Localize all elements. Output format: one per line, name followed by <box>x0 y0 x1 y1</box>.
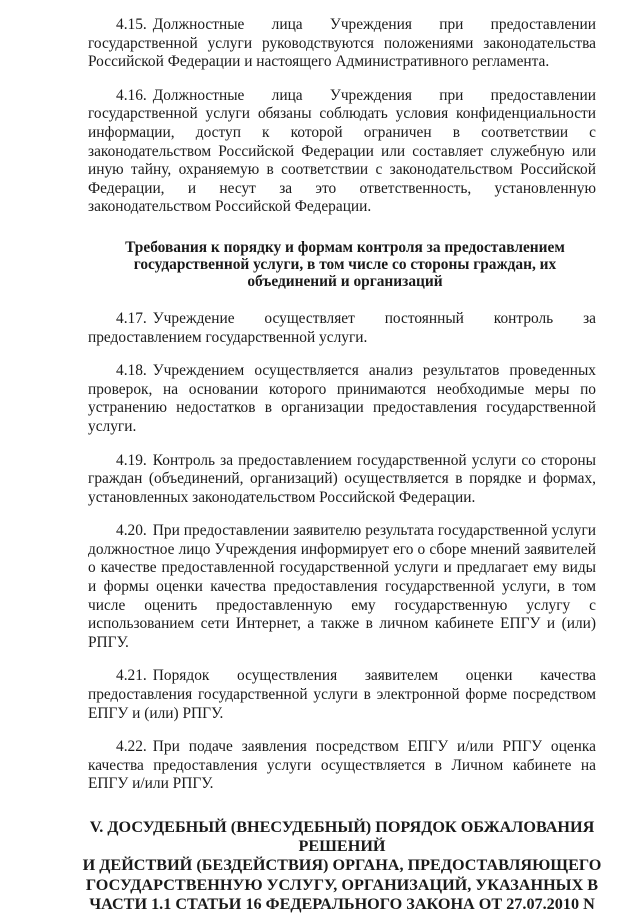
paragraph-text: При подаче заявления посредством ЕПГУ и/или РПГУ оценка качества предоставления услуги осуществляется в Личном кабинете на ЕПГУ и/или РПГУ. <box>88 738 596 793</box>
paragraph-4-19 <box>88 452 596 508</box>
paragraph-number: 4.16. <box>116 86 147 104</box>
paragraph-number: 4.15. <box>116 16 147 33</box>
paragraph-4-18 <box>88 362 596 436</box>
paragraph-4-21 <box>88 667 596 723</box>
paragraph-4-16 <box>88 87 596 217</box>
paragraph-text: Учреждением осуществляется анализ результатов проведенных проверок, на основании которого принимаются необходимые меры по устранению недостатков в организации предоставления государственной услуги. <box>88 362 596 435</box>
paragraph-number: 4.17. <box>116 309 147 327</box>
paragraph-number: 4.22. <box>116 738 147 756</box>
paragraph-4-22 <box>88 738 596 794</box>
paragraph-number: 4.21. <box>116 667 147 685</box>
section-v-heading <box>78 818 606 914</box>
section-v-heading-line2: И ДЕЙСТВИЙ (БЕЗДЕЙСТВИЯ) ОРГАНА, ПРЕДОСТАВЛЯЮЩЕГО ГОСУДАРСТВЕННУЮ УСЛУГУ, ОРГАНИЗАЦИЙ, УКАЗАННЫХ В ЧАСТИ 1.1 СТАТЬИ 16 ФЕДЕРАЛЬНОГО ЗАКОНА ОТ 27.07.2010 N <box>82 856 602 913</box>
paragraph-number: 4.18. <box>116 362 147 380</box>
paragraph-text: Контроль за предоставлением государственной услуги со стороны граждан (объединений, организаций) осуществляется в порядке и формах, установленных законодательством Российской Федерации. <box>88 451 596 506</box>
section-v-heading-line1: V. ДОСУДЕБНЫЙ (ВНЕСУДЕБНЫЙ) ПОРЯДОК ОБЖАЛОВАНИЯ РЕШЕНИЙ <box>89 818 595 856</box>
paragraph-text: Должностные лица Учреждения при предоставлении государственной услуги руководствуются положениями законодательства Российской Федерации и настоящего Административного регламента. <box>88 16 596 71</box>
paragraph-number: 4.19. <box>116 451 147 469</box>
paragraph-4-20 <box>88 522 596 652</box>
paragraph-text: Учреждение осуществляет постоянный контроль за предоставлением государственной услуги. <box>88 309 596 346</box>
paragraph-number: 4.20. <box>116 522 147 540</box>
control-requirements-heading: Требования к порядку и формам контроля за предоставлением государственной услуги, в том числе со стороны граждан, их объединений и организаций <box>125 238 565 290</box>
paragraph-4-15 <box>88 16 596 72</box>
paragraph-text: Должностные лица Учреждения при предоставлении государственной услуги обязаны соблюдать условия конфиденциальности информации, доступ к которой ограничен в соответствии с законодательством Российской Федерации или составляет служебную или иную тайну, охраняемую в соответствии с законодательством Российской Федерации, и несут за это ответственность, установленную законодательством Российской Федерации. <box>88 86 596 216</box>
paragraph-text: При предоставлении заявителю результата государственной услуги должностное лицо Учреждения информирует его о сборе мнений заявителей о качестве предоставленной государственной услуги и предлагает ему виды и формы оценки качества предоставления государственной услуги, в том числе оценить предоставленную ему государственную услугу с использованием сети Интернет, а также в личном кабинете ЕПГУ и (или) РПГУ. <box>88 522 596 651</box>
paragraph-4-17 <box>88 310 596 347</box>
paragraph-text: Порядок осуществления заявителем оценки качества предоставления государственной услуги в электронной форме посредством ЕПГУ и (или) РПГУ. <box>88 667 596 722</box>
